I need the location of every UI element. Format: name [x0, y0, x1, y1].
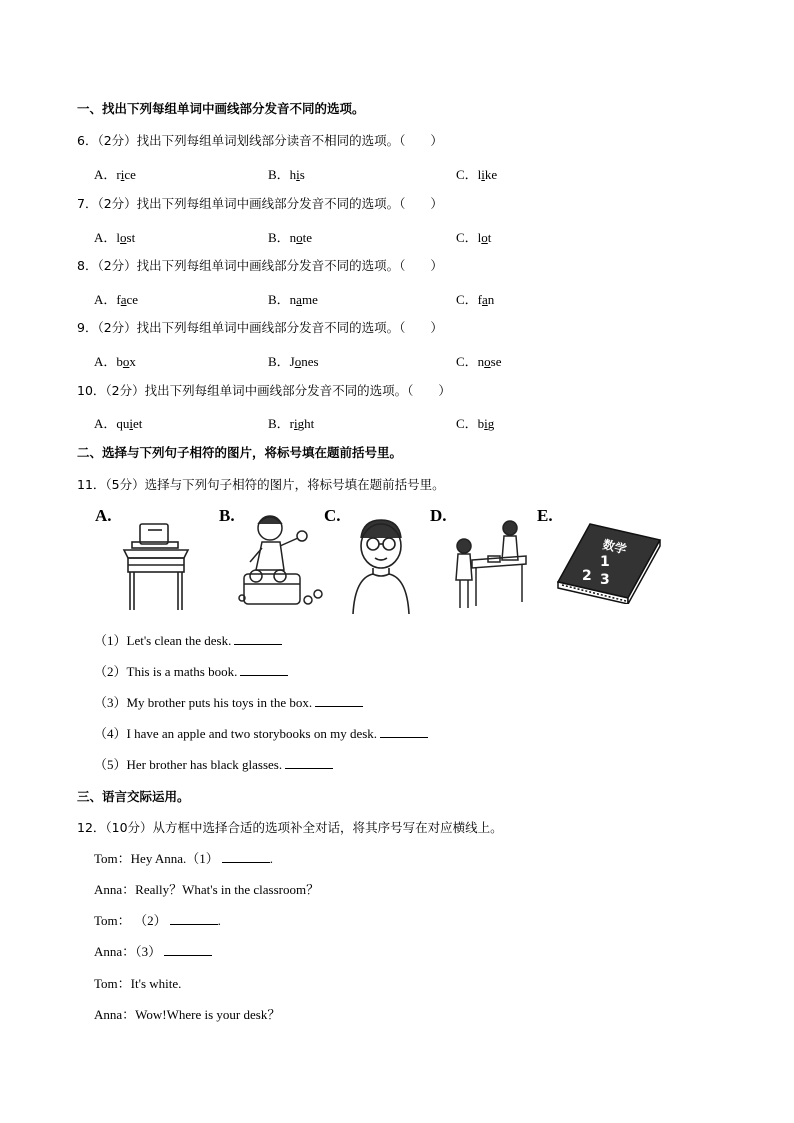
- dialogue-line: Tom：Hey Anna.（1） .: [94, 851, 274, 866]
- dialogue-line: Anna：Wow!Where is your desk？: [94, 1007, 281, 1022]
- q7-option-c: C．lot: [456, 230, 492, 245]
- question-12-stem: 12．（10分）从方框中选择合适的选项补全对话，将其序号写在对应横线上。: [77, 820, 503, 835]
- dialogue-line: Tom： （2） .: [94, 913, 221, 928]
- glasses-person-picture: [345, 516, 417, 616]
- picture-label-c: C.: [324, 506, 341, 525]
- q8-option-a: A．face: [94, 292, 139, 307]
- dialogue-line: Anna：Really？What's in the classroom？: [94, 882, 320, 897]
- q6-option-a: A．rice: [94, 167, 136, 182]
- q9-option-a: A．box: [94, 354, 136, 369]
- question-7-stem: 7．（2分）找出下列每组单词中画线部分发音不同的选项。（ ）: [77, 196, 443, 211]
- question-8-stem: 8．（2分）找出下列每组单词中画线部分发音不同的选项。（ ）: [77, 258, 443, 273]
- answer-blank[interactable]: [285, 756, 333, 769]
- q8-option-b: B．name: [268, 292, 318, 307]
- sentence-1: （1）Let's clean the desk.: [94, 632, 282, 650]
- question-11-stem: 11．（5分）选择与下列句子相符的图片，将标号填在题前括号里。: [77, 477, 445, 492]
- book-digit-2: 2: [582, 568, 592, 584]
- answer-blank[interactable]: [164, 943, 212, 956]
- book-digit-1: 1: [600, 554, 610, 570]
- sentence-5: （5）Her brother has black glasses.: [94, 756, 333, 774]
- q7-option-b: B．note: [268, 230, 313, 245]
- section-2-title: 二、选择与下列句子相符的图片，将标号填在题前括号里。: [77, 445, 403, 460]
- answer-blank[interactable]: [380, 725, 428, 738]
- q10-option-c: C．big: [456, 416, 495, 431]
- q10-option-a: A．quiet: [94, 416, 143, 431]
- q8-option-c: C．fan: [456, 292, 495, 307]
- dialogue-line: Anna：（3）: [94, 943, 212, 961]
- picture-label-e: E.: [537, 506, 553, 525]
- section-1-title: 一、找出下列每组单词中画线部分发音不同的选项。: [77, 101, 365, 116]
- sentence-3: （3）My brother puts his toys in the box.: [94, 694, 363, 712]
- q7-option-a: A．lost: [94, 230, 136, 245]
- q10-option-b: B．right: [268, 416, 315, 431]
- q9-option-b: B．Jones: [268, 354, 319, 369]
- picture-label-b: B.: [219, 506, 235, 525]
- section-3-title: 三、语言交际运用。: [77, 789, 190, 804]
- answer-blank[interactable]: [222, 850, 270, 863]
- answer-blank[interactable]: [234, 632, 282, 645]
- answer-blank[interactable]: [170, 912, 218, 925]
- desk-picture: [118, 520, 194, 612]
- picture-label-d: D.: [430, 506, 447, 525]
- question-10-stem: 10．（2分）找出下列每组单词中画线部分发音不同的选项。（ ）: [77, 383, 451, 398]
- answer-blank[interactable]: [240, 663, 288, 676]
- q9-option-c: C．nose: [456, 354, 502, 369]
- sentence-2: （2）This is a maths book.: [94, 663, 288, 681]
- question-6-stem: 6．（2分）找出下列每组单词划线部分读音不相同的选项。（ ）: [77, 133, 443, 148]
- picture-label-a: A.: [95, 506, 112, 525]
- answer-blank[interactable]: [315, 694, 363, 707]
- book-digit-3: 3: [600, 572, 610, 588]
- q6-option-c: C．like: [456, 167, 498, 182]
- boy-toys-picture: [236, 512, 326, 616]
- q6-option-b: B．his: [268, 167, 305, 182]
- kids-desk-picture: [448, 516, 530, 612]
- maths-book-picture: [556, 520, 662, 604]
- book-title-text: 数学: [601, 537, 628, 557]
- question-9-stem: 9．（2分）找出下列每组单词中画线部分发音不同的选项。（ ）: [77, 320, 443, 335]
- sentence-4: （4）I have an apple and two storybooks on my desk.: [94, 725, 428, 743]
- dialogue-line: Tom：It's white.: [94, 976, 182, 991]
